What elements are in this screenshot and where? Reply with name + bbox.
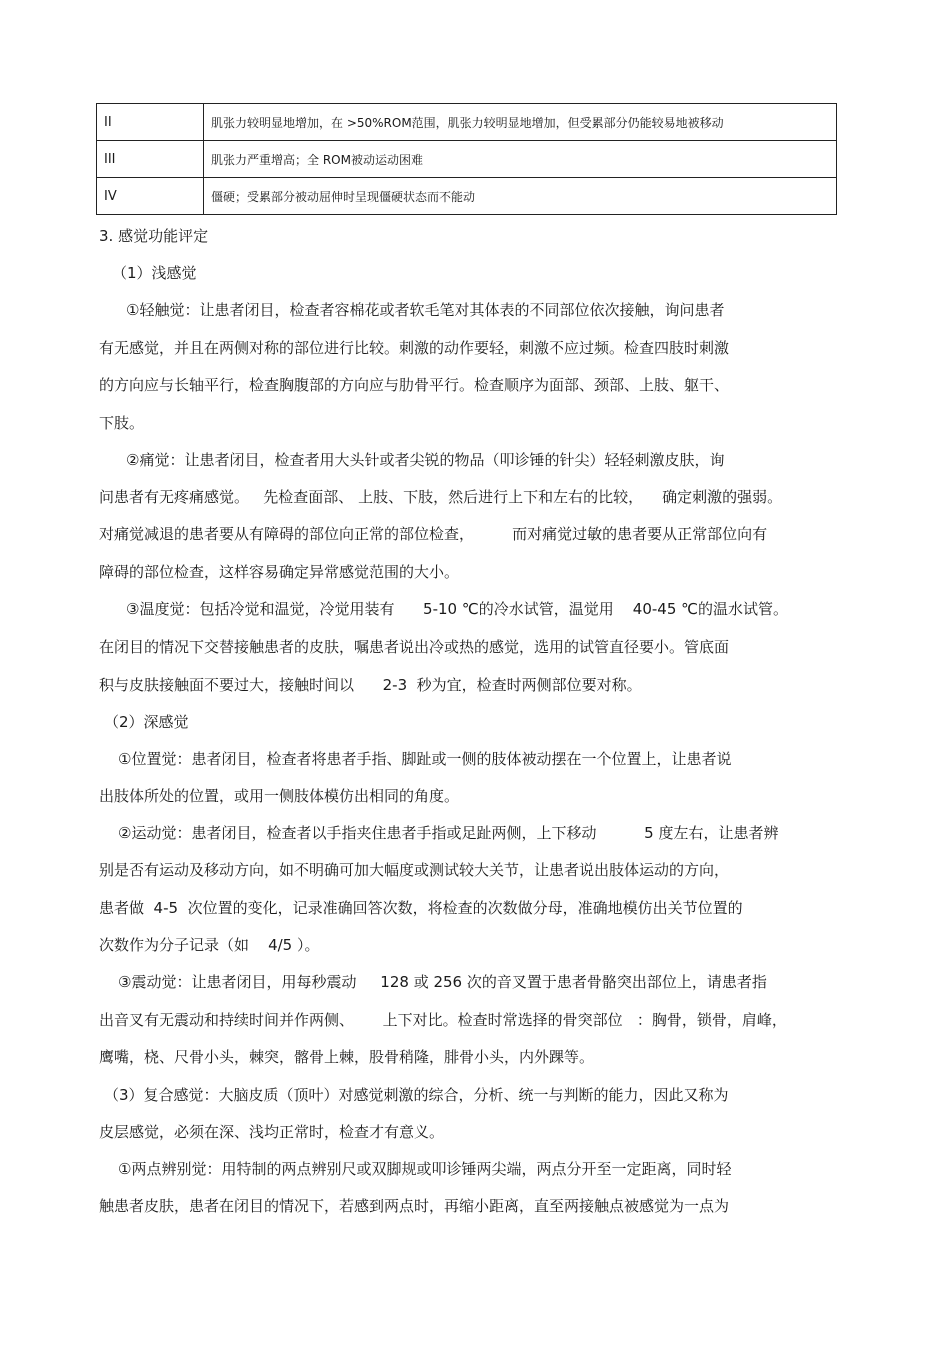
table-row xyxy=(97,178,837,215)
paragraph-line: 别是否有运动及移动方向，如不明确可加大幅度或测试较大关节，让患者说出肢体运动的方向， xyxy=(99,861,730,879)
grade-table xyxy=(96,103,837,215)
paragraph-line: 有无感觉，并且在两侧对称的部位进行比较。刺激的动作要轻，刺激不应过频。检查四肢时刺激 xyxy=(99,339,730,357)
paragraph-line: 积与皮肤接触面不要过大，接触时间以 2-3 秒为宜，检查时两侧部位要对称。 xyxy=(99,676,642,694)
paragraph-line: ①两点辨别觉：用特制的两点辨别尺或双脚规或叩诊锤两尖端，两点分开至一定距离，同时轻 xyxy=(118,1160,732,1178)
grade-cell: IV xyxy=(97,178,204,215)
grade-cell: III xyxy=(97,141,204,178)
subsection-heading: （1）浅感觉 xyxy=(112,264,197,282)
paragraph-line: 患者做 4-5 次位置的变化，记录准确回答次数，将检查的次数做分母，准确地模仿出关节位置的 xyxy=(99,899,743,917)
paragraph-line: 出音叉有无震动和持续时间并作两侧、 上下对比。检查时常选择的骨突部位 ：胸骨，锁骨，肩峰， xyxy=(99,1011,787,1029)
description-cell: 肌张力较明显地增加，在 >50%ROM范围，肌张力较明显地增加，但受累部分仍能较易地被移动 xyxy=(204,104,837,141)
paragraph-line: 鹰嘴，桡、尺骨小头，棘突，髂骨上棘，股骨稍隆，腓骨小头，内外踝等。 xyxy=(99,1048,595,1066)
paragraph-line: ③温度觉：包括冷觉和温觉，冷觉用装有 5-10 ℃的冷水试管，温觉用 40-45 ℃的温水试管。 xyxy=(126,600,788,618)
table-row xyxy=(97,104,837,141)
paragraph-line: 触患者皮肤，患者在闭目的情况下，若感到两点时，再缩小距离，直至两接触点被感觉为一点为 xyxy=(99,1197,730,1215)
description-cell: 肌张力严重增高；全 ROM被动运动困难 xyxy=(204,141,837,178)
paragraph-line: 皮层感觉，必须在深、浅均正常时，检查才有意义。 xyxy=(99,1123,445,1141)
paragraph-line: 在闭目的情况下交替接触患者的皮肤，嘱患者说出冷或热的感觉，选用的试管直径要小。管底面 xyxy=(99,638,730,656)
paragraph-line: 障碍的部位检查，这样容易确定异常感觉范围的大小。 xyxy=(99,563,460,581)
paragraph-line: ③震动觉：让患者闭目，用每秒震动 128 或 256 次的音叉置于患者骨骼突出部位上，请患者指 xyxy=(118,973,767,991)
section-heading: 3. 感觉功能评定 xyxy=(99,227,209,245)
subsection-heading: （2）深感觉 xyxy=(104,713,189,731)
paragraph-line: ①轻触觉：让患者闭目，检查者容棉花或者软毛笔对其体表的不同部位依次接触，询问患者 xyxy=(126,301,725,319)
paragraph-line: 次数作为分子记录（如 4/5 ）。 xyxy=(99,936,320,954)
paragraph-line: 下肢。 xyxy=(99,414,145,432)
paragraph-line: 的方向应与长轴平行，检查胸腹部的方向应与肋骨平行。检查顺序为面部、颈部、上肢、躯干、 xyxy=(99,376,730,394)
paragraph-line: ②痛觉：让患者闭目，检查者用大头针或者尖锐的物品（叩诊锤的针尖）轻轻刺激皮肤，询 xyxy=(126,451,725,469)
table-row xyxy=(97,141,837,178)
paragraph-line: ②运动觉：患者闭目，检查者以手指夹住患者手指或足趾两侧，上下移动 5 度左右，让患者辨 xyxy=(118,824,779,842)
subsection-heading: （3）复合感觉：大脑皮质（顶叶）对感觉刺激的综合，分析、统一与判断的能力，因此又称为 xyxy=(104,1086,729,1104)
paragraph-line: 出肢体所处的位置，或用一侧肢体模仿出相同的角度。 xyxy=(99,787,460,805)
paragraph-line: 问患者有无疼痛感觉。 先检查面部、 上肢、下肢，然后进行上下和左右的比较， 确定刺激的强弱。 xyxy=(99,488,783,506)
paragraph-line: 对痛觉减退的患者要从有障碍的部位向正常的部位检查， 而对痛觉过敏的患者要从正常部位向有 xyxy=(99,525,768,543)
grade-cell: II xyxy=(97,104,204,141)
paragraph-line: ①位置觉：患者闭目，检查者将患者手指、脚趾或一侧的肢体被动摆在一个位置上，让患者说 xyxy=(118,750,732,768)
description-cell: 僵硬；受累部分被动屈伸时呈现僵硬状态而不能动 xyxy=(204,178,837,215)
